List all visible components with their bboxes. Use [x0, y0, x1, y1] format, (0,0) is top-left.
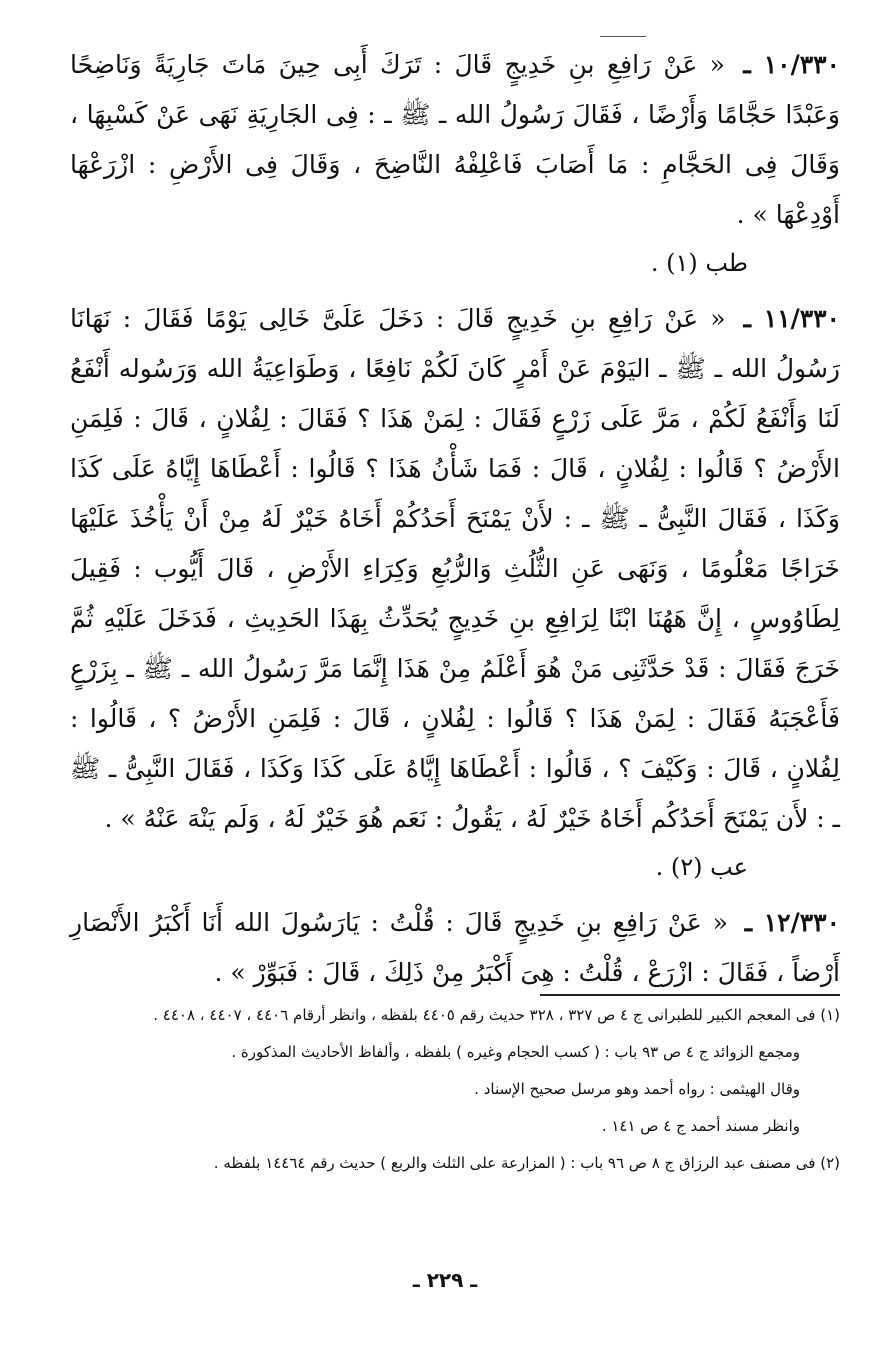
footnote-1-note: وانظر مسند أحمد ج ٤ ص ١٤١ .: [601, 1117, 800, 1135]
footnote-1-note: وقال الهيثمى : رواه أحمد وهو مرسل صحيح الإسناد .: [474, 1080, 800, 1098]
entry-source: عب (٢) .: [655, 853, 748, 881]
hadith-entry-2: [70, 294, 840, 844]
entry-text: « عَنْ رَافِعِ بنِ خَدِيجٍ قَالَ : تَرَكَ أَبِى حِينَ مَاتَ جَارِيَةً وَنَاضِحًا وَعَبْدًا حَجَّامًا وَأَرْضًا ، فَقَالَ رَسُولُ الله ـ ﷺ ـ : فِى الجَارِيَةِ نَهَى عَنْ كَسْبِهَا ، وَقَالَ فِى الحَجَّامِ : مَا أَصَابَ فَاعْلِفْهُ النَّاضِحَ ، وَقَالَ فِى الأَرْضِ : ازْرَعْهَا أَوْدِعْهَا » .: [70, 50, 840, 229]
footnote-1: (١) فى المعجم الكبير للطبرانى ج ٤ ص ٣٢٧ ، ٣٢٨ حديث رقم ٤٤٠٥ بلفظه ، وانظر أرقام ٤٤٠٦ ، ٤٤٠٧ ، ٤٤٠٨ .: [153, 1006, 840, 1024]
hadith-entry-3: [70, 898, 840, 998]
entry-source: طب (١) .: [650, 249, 748, 277]
entry-number: ١٠/٣٣٠ ـ: [743, 50, 840, 79]
hadith-entry-1: [70, 40, 840, 240]
footnote-divider: [540, 994, 840, 996]
footnotes: [70, 1000, 840, 1185]
entry-number: ١٢/٣٣٠ ـ: [744, 908, 841, 937]
main-text: [70, 40, 840, 998]
header-mark: [600, 36, 646, 37]
entry-text: « عَنْ رَافِعِ بنِ خَدِيجٍ قَالَ : قُلْتُ : يَارَسُولَ الله أَنَا أَكْبَرُ الأَنْصَارِ أَرْضاً ، فَقَالَ : ازْرَعْ ، قُلْتُ : هِىَ أَكْبَرُ مِنْ ذَلِكَ ، قَالَ : فَبَوِّرْ » .: [70, 908, 840, 987]
footnote-1-note: ومجمع الزوائد ج ٤ ص ٩٣ باب : ( كسب الحجام وغيره ) بلفظه ، وألفاظ الأحاديث المذكورة .: [231, 1043, 800, 1061]
footnote-2: (٢) فى مصنف عبد الرزاق ج ٨ ص ٩٦ باب : ( المزارعة على الثلث والربع ) حديث رقم ١٤٤٦٤ بلفظه .: [213, 1154, 840, 1172]
page-number: ـ ٢٢٩ ـ: [412, 1268, 478, 1292]
entry-number: ١١/٣٣٠ ـ: [743, 304, 840, 333]
entry-text: « عَنْ رَافِعِ بنِ خَدِيجٍ قَالَ : دَخَلَ عَلَىَّ خَالِى يَوْمًا فَقَالَ : نَهَانَا رَسُولُ الله ـ ﷺ ـ اليَوْمَ عَنْ أَمْرٍ كَانَ لَكُمْ نَافِعًا ، وَطَوَاعِيَةُ الله وَرَسُوله أَنْفَعُ لَنَا وَأَنْفَعُ لَكُمْ ، مَرَّ عَلَى زَرْعٍ فَقَالَ : لِمَنْ هَذَا ؟ فَقَالَ : لِفُلانٍ ، قَالَ : فَلِمَنِ الأَرْضُ ؟ قَالُوا : لِفُلانٍ ، قَالَ : فَمَا شَأْنُ هَذَا ؟ قَالُوا : أَعْطَاهَا إِيَّاهُ عَلَى كَذَا وَكَذَا ، فَقَالَ النَّبِىُّ ـ ﷺ ـ : لأَنْ يَمْنَحَ أَحَدُكُمْ أَخَاهُ خَيْرٌ لَهُ مِنْ أَنْ يَأْخُذَ عَلَيْهَا خَرَاجًا مَعْلُومًا ، وَنَهَى عَنِ الثُّلُثِ وَالرُّبُعِ وَكِرَاءِ الأَرْضِ ، قَالَ أَيُّوب : فَقِيلَ لِطَاوُوسٍ ، إِنَّ هَهُنَا ابْنًا لِرَافِعِ بنِ خَدِيجٍ يُحَدِّثُ بِهَذَا الحَدِيثِ ، فَدَخَلَ عَلَيْهِ ثُمَّ خَرَجَ فَقَالَ : قَدْ حَدَّثَنِى مَنْ هُوَ أَعْلَمُ مِنْ هَذَا إِنَّمَا مَرَّ رَسُولُ الله ـ ﷺ ـ بِزَرْعٍ فَأَعْجَبَهُ فَقَالَ : لِمَنْ هَذَا ؟ قَالُوا : لِفُلانٍ ، قَالَ : فَلِمَنِ الأَرْضُ ؟ ، قَالُوا : لِفُلانٍ ، قَالَ : وَكَيْفَ ؟ ، قَالُوا : أَعْطَاهَا إِيَّاهُ عَلَى كَذَا وَكَذَا ، فَقَالَ النَّبِىُّ ـ ﷺ ـ : لأَن يَمْنَحَ أَحَدُكُم أَخَاهُ خَيْرٌ لَهُ ، يَقُولُ : نَعَم هُوَ خَيْرٌ لَهُ ، وَلَم يَنْهَ عَنْهُ » .: [70, 304, 841, 833]
